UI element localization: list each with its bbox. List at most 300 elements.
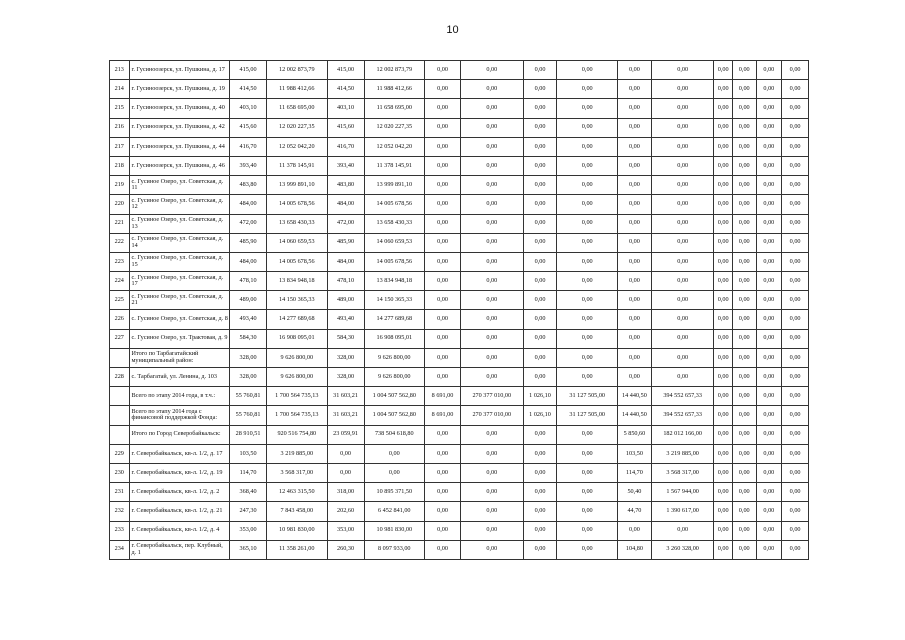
value-cell: 10 895 371,50	[364, 483, 425, 502]
value-cell: 0,00	[651, 118, 714, 137]
value-cell: 12 463 315,50	[267, 483, 328, 502]
value-cell: 0,00	[732, 233, 756, 252]
value-cell: 415,60	[230, 118, 267, 137]
table-row	[110, 444, 809, 463]
value-cell: 0,00	[732, 329, 756, 348]
value-cell: 0,00	[460, 61, 523, 80]
address-cell: г. Гусиноозерск, ул. Пушкина, д. 42	[129, 118, 230, 137]
value-cell: 0,00	[523, 368, 557, 387]
value-cell: 416,70	[230, 137, 267, 156]
value-cell: 104,80	[617, 540, 651, 559]
value-cell: 0,00	[425, 252, 461, 271]
address-cell: с. Гусиное Озеро, ул. Трактовая, д. 9	[129, 329, 230, 348]
value-cell: 14 150 365,33	[364, 291, 425, 310]
value-cell: 0,00	[617, 272, 651, 291]
row-number: 228	[110, 368, 130, 387]
value-cell: 0,00	[364, 463, 425, 482]
value-cell: 0,00	[651, 137, 714, 156]
value-cell: 114,70	[230, 463, 267, 482]
value-cell: 472,00	[327, 214, 364, 233]
address-cell: с. Гусиное Озеро, ул. Советская, д. 13	[129, 214, 230, 233]
row-number: 213	[110, 61, 130, 80]
value-cell: 11 358 261,00	[267, 540, 328, 559]
value-cell: 0,00	[557, 252, 618, 271]
row-number	[110, 387, 130, 406]
value-cell: 0,00	[523, 80, 557, 99]
value-cell: 0,00	[714, 214, 732, 233]
value-cell: 0,00	[460, 118, 523, 137]
value-cell: 0,00	[460, 233, 523, 252]
value-cell: 0,00	[732, 368, 756, 387]
value-cell: 0,00	[732, 214, 756, 233]
value-cell: 6 452 841,00	[364, 502, 425, 521]
value-cell: 0,00	[557, 156, 618, 175]
subtotal-label: Итого по Тарбагатайский муниципальный район:	[129, 348, 230, 367]
value-cell: 0,00	[617, 368, 651, 387]
value-cell: 0,00	[651, 521, 714, 540]
value-cell: 0,00	[617, 80, 651, 99]
row-number: 225	[110, 291, 130, 310]
value-cell: 0,00	[460, 502, 523, 521]
value-cell: 0,00	[756, 521, 782, 540]
address-cell: г. Гусиноозерск, ул. Пушкина, д. 44	[129, 137, 230, 156]
address-cell: г. Северобайкальск, кв-л. 1/2, д. 19	[129, 463, 230, 482]
value-cell: 1 700 564 735,13	[267, 406, 328, 425]
value-cell: 0,00	[617, 214, 651, 233]
value-cell: 0,00	[523, 483, 557, 502]
value-cell: 0,00	[557, 195, 618, 214]
value-cell: 0,00	[425, 195, 461, 214]
value-cell: 0,00	[732, 521, 756, 540]
value-cell: 0,00	[617, 156, 651, 175]
value-cell: 0,00	[425, 176, 461, 195]
row-number: 217	[110, 137, 130, 156]
table-row	[110, 137, 809, 156]
value-cell: 0,00	[651, 348, 714, 367]
value-cell: 0,00	[756, 291, 782, 310]
value-cell: 368,40	[230, 483, 267, 502]
value-cell: 3 568 317,00	[267, 463, 328, 482]
value-cell: 0,00	[557, 137, 618, 156]
value-cell: 0,00	[714, 444, 732, 463]
table-row	[110, 61, 809, 80]
value-cell: 1 700 564 735,13	[267, 387, 328, 406]
value-cell: 8 691,00	[425, 406, 461, 425]
value-cell: 0,00	[523, 329, 557, 348]
value-cell: 14 440,50	[617, 387, 651, 406]
value-cell: 584,30	[327, 329, 364, 348]
value-cell: 13 834 948,18	[364, 272, 425, 291]
value-cell: 0,00	[557, 291, 618, 310]
value-cell: 3 568 317,00	[651, 463, 714, 482]
table-row	[110, 368, 809, 387]
value-cell: 0,00	[782, 291, 809, 310]
value-cell: 0,00	[756, 502, 782, 521]
value-cell: 0,00	[460, 137, 523, 156]
value-cell: 0,00	[460, 521, 523, 540]
value-cell: 0,00	[732, 483, 756, 502]
value-cell: 0,00	[732, 406, 756, 425]
value-cell: 0,00	[557, 80, 618, 99]
value-cell: 182 012 166,00	[651, 425, 714, 444]
value-cell: 0,00	[756, 137, 782, 156]
value-cell: 484,00	[327, 252, 364, 271]
value-cell: 0,00	[732, 540, 756, 559]
value-cell: 0,00	[460, 329, 523, 348]
value-cell: 0,00	[782, 272, 809, 291]
value-cell: 0,00	[617, 310, 651, 329]
value-cell: 0,00	[523, 137, 557, 156]
value-cell: 0,00	[714, 61, 732, 80]
value-cell: 0,00	[732, 425, 756, 444]
value-cell: 31 603,21	[327, 406, 364, 425]
value-cell: 14 277 689,68	[364, 310, 425, 329]
value-cell: 328,00	[327, 348, 364, 367]
value-cell: 14 005 678,56	[267, 252, 328, 271]
value-cell: 365,10	[230, 540, 267, 559]
value-cell: 0,00	[557, 61, 618, 80]
value-cell: 485,90	[327, 233, 364, 252]
row-number: 233	[110, 521, 130, 540]
value-cell: 0,00	[557, 368, 618, 387]
value-cell: 0,00	[617, 61, 651, 80]
value-cell: 0,00	[756, 61, 782, 80]
value-cell: 415,60	[327, 118, 364, 137]
value-cell: 0,00	[782, 80, 809, 99]
value-cell: 0,00	[782, 195, 809, 214]
value-cell: 483,80	[230, 176, 267, 195]
value-cell: 55 760,81	[230, 387, 267, 406]
value-cell: 50,40	[617, 483, 651, 502]
value-cell: 0,00	[617, 233, 651, 252]
value-cell: 484,00	[327, 195, 364, 214]
table-row	[110, 521, 809, 540]
value-cell: 0,00	[460, 80, 523, 99]
value-cell: 0,00	[756, 80, 782, 99]
table-row	[110, 156, 809, 175]
row-number	[110, 425, 130, 444]
value-cell: 0,00	[714, 425, 732, 444]
value-cell: 478,10	[327, 272, 364, 291]
value-cell: 14 440,50	[617, 406, 651, 425]
value-cell: 0,00	[651, 329, 714, 348]
value-cell: 0,00	[617, 521, 651, 540]
value-cell: 0,00	[714, 463, 732, 482]
value-cell: 0,00	[523, 272, 557, 291]
value-cell: 0,00	[460, 310, 523, 329]
value-cell: 13 658 430,33	[267, 214, 328, 233]
value-cell: 260,30	[327, 540, 364, 559]
value-cell: 0,00	[651, 80, 714, 99]
value-cell: 0,00	[651, 214, 714, 233]
table-row	[110, 540, 809, 559]
value-cell: 0,00	[523, 61, 557, 80]
table-row	[110, 425, 809, 444]
value-cell: 10 981 830,00	[267, 521, 328, 540]
value-cell: 0,00	[714, 521, 732, 540]
value-cell: 0,00	[756, 329, 782, 348]
value-cell: 0,00	[523, 214, 557, 233]
value-cell: 0,00	[782, 540, 809, 559]
value-cell: 403,10	[327, 99, 364, 118]
value-cell: 0,00	[460, 348, 523, 367]
value-cell: 12 002 873,79	[267, 61, 328, 80]
value-cell: 0,00	[756, 348, 782, 367]
value-cell: 0,00	[557, 483, 618, 502]
value-cell: 0,00	[782, 137, 809, 156]
value-cell: 0,00	[425, 291, 461, 310]
table-body	[110, 61, 809, 560]
value-cell: 0,00	[756, 99, 782, 118]
value-cell: 0,00	[651, 195, 714, 214]
value-cell: 0,00	[425, 61, 461, 80]
value-cell: 483,80	[327, 176, 364, 195]
value-cell: 0,00	[782, 233, 809, 252]
value-cell: 393,40	[327, 156, 364, 175]
value-cell: 11 658 695,00	[267, 99, 328, 118]
value-cell: 0,00	[617, 137, 651, 156]
table-row	[110, 80, 809, 99]
value-cell: 0,00	[523, 502, 557, 521]
value-cell: 0,00	[651, 156, 714, 175]
value-cell: 0,00	[460, 99, 523, 118]
value-cell: 0,00	[557, 425, 618, 444]
table-row	[110, 99, 809, 118]
value-cell: 0,00	[617, 176, 651, 195]
row-number: 214	[110, 80, 130, 99]
value-cell: 414,50	[327, 80, 364, 99]
value-cell: 484,00	[230, 252, 267, 271]
value-cell: 0,00	[714, 80, 732, 99]
value-cell: 0,00	[714, 195, 732, 214]
value-cell: 415,00	[230, 61, 267, 80]
value-cell: 0,00	[756, 387, 782, 406]
value-cell: 0,00	[557, 310, 618, 329]
value-cell: 0,00	[756, 233, 782, 252]
value-cell: 0,00	[732, 176, 756, 195]
value-cell: 0,00	[756, 176, 782, 195]
value-cell: 328,00	[327, 368, 364, 387]
table-row	[110, 118, 809, 137]
value-cell: 44,70	[617, 502, 651, 521]
value-cell: 0,00	[714, 540, 732, 559]
row-number: 220	[110, 195, 130, 214]
value-cell: 0,00	[327, 463, 364, 482]
value-cell: 7 843 458,00	[267, 502, 328, 521]
value-cell: 3 260 328,00	[651, 540, 714, 559]
value-cell: 0,00	[617, 195, 651, 214]
value-cell: 0,00	[425, 329, 461, 348]
value-cell: 0,00	[617, 291, 651, 310]
value-cell: 0,00	[756, 483, 782, 502]
value-cell: 403,10	[230, 99, 267, 118]
value-cell: 8 097 933,00	[364, 540, 425, 559]
value-cell: 270 377 010,00	[460, 406, 523, 425]
value-cell: 31 127 505,00	[557, 387, 618, 406]
value-cell: 9 626 800,00	[267, 368, 328, 387]
value-cell: 16 908 095,01	[267, 329, 328, 348]
value-cell: 0,00	[523, 291, 557, 310]
value-cell: 11 988 412,66	[267, 80, 328, 99]
value-cell: 0,00	[732, 463, 756, 482]
value-cell: 0,00	[523, 463, 557, 482]
value-cell: 0,00	[523, 348, 557, 367]
address-cell: с. Гусиное Озеро, ул. Советская, д. 21	[129, 291, 230, 310]
table-row	[110, 502, 809, 521]
table-row	[110, 291, 809, 310]
value-cell: 1 567 944,00	[651, 483, 714, 502]
address-cell: г. Гусиноозерск, ул. Пушкина, д. 40	[129, 99, 230, 118]
value-cell: 0,00	[617, 118, 651, 137]
table-row	[110, 463, 809, 482]
value-cell: 0,00	[523, 99, 557, 118]
value-cell: 13 999 891,10	[364, 176, 425, 195]
value-cell: 0,00	[425, 137, 461, 156]
value-cell: 489,00	[230, 291, 267, 310]
value-cell: 0,00	[732, 310, 756, 329]
value-cell: 0,00	[714, 406, 732, 425]
value-cell: 0,00	[523, 444, 557, 463]
value-cell: 0,00	[460, 368, 523, 387]
value-cell: 0,00	[782, 463, 809, 482]
value-cell: 493,40	[327, 310, 364, 329]
table-row	[110, 406, 809, 425]
value-cell: 1 390 617,00	[651, 502, 714, 521]
value-cell: 202,60	[327, 502, 364, 521]
value-cell: 16 908 095,01	[364, 329, 425, 348]
value-cell: 13 658 430,33	[364, 214, 425, 233]
value-cell: 0,00	[732, 252, 756, 271]
value-cell: 0,00	[460, 463, 523, 482]
value-cell: 0,00	[425, 463, 461, 482]
value-cell: 0,00	[782, 99, 809, 118]
value-cell: 0,00	[732, 348, 756, 367]
value-cell: 0,00	[617, 348, 651, 367]
table-row	[110, 348, 809, 367]
value-cell: 0,00	[460, 291, 523, 310]
value-cell: 5 850,60	[617, 425, 651, 444]
value-cell: 14 277 689,68	[267, 310, 328, 329]
row-number: 218	[110, 156, 130, 175]
value-cell: 0,00	[523, 233, 557, 252]
subtotal-label: Всего по этапу 2014 года, в т.ч.:	[129, 387, 230, 406]
value-cell: 10 981 830,00	[364, 521, 425, 540]
value-cell: 0,00	[732, 195, 756, 214]
program-register-table	[109, 60, 809, 560]
value-cell: 0,00	[460, 252, 523, 271]
value-cell: 23 059,91	[327, 425, 364, 444]
value-cell: 12 020 227,35	[364, 118, 425, 137]
value-cell: 353,00	[327, 521, 364, 540]
address-cell: г. Северобайкальск, кв-л. 1/2, д. 21	[129, 502, 230, 521]
value-cell: 0,00	[782, 444, 809, 463]
value-cell: 0,00	[557, 463, 618, 482]
value-cell: 0,00	[460, 214, 523, 233]
value-cell: 0,00	[714, 348, 732, 367]
value-cell: 0,00	[732, 502, 756, 521]
value-cell: 0,00	[732, 272, 756, 291]
value-cell: 3 219 885,00	[267, 444, 328, 463]
value-cell: 0,00	[425, 368, 461, 387]
value-cell: 8 691,00	[425, 387, 461, 406]
value-cell: 0,00	[732, 61, 756, 80]
value-cell: 0,00	[782, 521, 809, 540]
value-cell: 0,00	[557, 118, 618, 137]
row-number	[110, 348, 130, 367]
table-row	[110, 214, 809, 233]
value-cell: 0,00	[523, 156, 557, 175]
value-cell: 0,00	[756, 214, 782, 233]
value-cell: 247,30	[230, 502, 267, 521]
value-cell: 0,00	[557, 329, 618, 348]
value-cell: 0,00	[523, 521, 557, 540]
value-cell: 0,00	[651, 310, 714, 329]
value-cell: 0,00	[557, 521, 618, 540]
value-cell: 0,00	[732, 444, 756, 463]
value-cell: 0,00	[782, 368, 809, 387]
value-cell: 0,00	[425, 214, 461, 233]
value-cell: 0,00	[523, 425, 557, 444]
address-cell: г. Гусиноозерск, ул. Пушкина, д. 19	[129, 80, 230, 99]
value-cell: 11 378 145,91	[267, 156, 328, 175]
value-cell: 55 760,81	[230, 406, 267, 425]
row-number: 229	[110, 444, 130, 463]
value-cell: 0,00	[557, 540, 618, 559]
value-cell: 0,00	[714, 118, 732, 137]
value-cell: 0,00	[714, 310, 732, 329]
value-cell: 0,00	[460, 156, 523, 175]
page-number: 10	[446, 24, 459, 36]
value-cell: 0,00	[617, 252, 651, 271]
value-cell: 0,00	[651, 252, 714, 271]
value-cell: 13 834 948,18	[267, 272, 328, 291]
value-cell: 0,00	[756, 425, 782, 444]
value-cell: 0,00	[782, 348, 809, 367]
value-cell: 0,00	[782, 252, 809, 271]
address-cell: с. Гусиное Озеро, ул. Советская, д. 11	[129, 176, 230, 195]
value-cell: 0,00	[425, 233, 461, 252]
value-cell: 0,00	[557, 176, 618, 195]
value-cell: 0,00	[782, 61, 809, 80]
value-cell: 0,00	[782, 329, 809, 348]
value-cell: 0,00	[782, 176, 809, 195]
value-cell: 0,00	[460, 272, 523, 291]
value-cell: 14 005 678,56	[364, 195, 425, 214]
value-cell: 12 052 042,20	[267, 137, 328, 156]
value-cell: 0,00	[756, 444, 782, 463]
value-cell: 1 004 507 562,80	[364, 406, 425, 425]
value-cell: 416,70	[327, 137, 364, 156]
value-cell: 0,00	[327, 444, 364, 463]
row-number: 221	[110, 214, 130, 233]
value-cell: 0,00	[756, 540, 782, 559]
subtotal-label: Всего по этапу 2014 года с финансовой поддержкой Фонда:	[129, 406, 230, 425]
value-cell: 0,00	[523, 195, 557, 214]
value-cell: 0,00	[732, 291, 756, 310]
value-cell: 328,00	[230, 368, 267, 387]
value-cell: 0,00	[714, 156, 732, 175]
value-cell: 0,00	[732, 118, 756, 137]
value-cell: 0,00	[523, 540, 557, 559]
table-row	[110, 387, 809, 406]
value-cell: 0,00	[557, 444, 618, 463]
value-cell: 394 552 657,33	[651, 406, 714, 425]
value-cell: 1 004 507 562,80	[364, 387, 425, 406]
value-cell: 318,00	[327, 483, 364, 502]
value-cell: 11 658 695,00	[364, 99, 425, 118]
value-cell: 0,00	[782, 502, 809, 521]
value-cell: 0,00	[782, 387, 809, 406]
